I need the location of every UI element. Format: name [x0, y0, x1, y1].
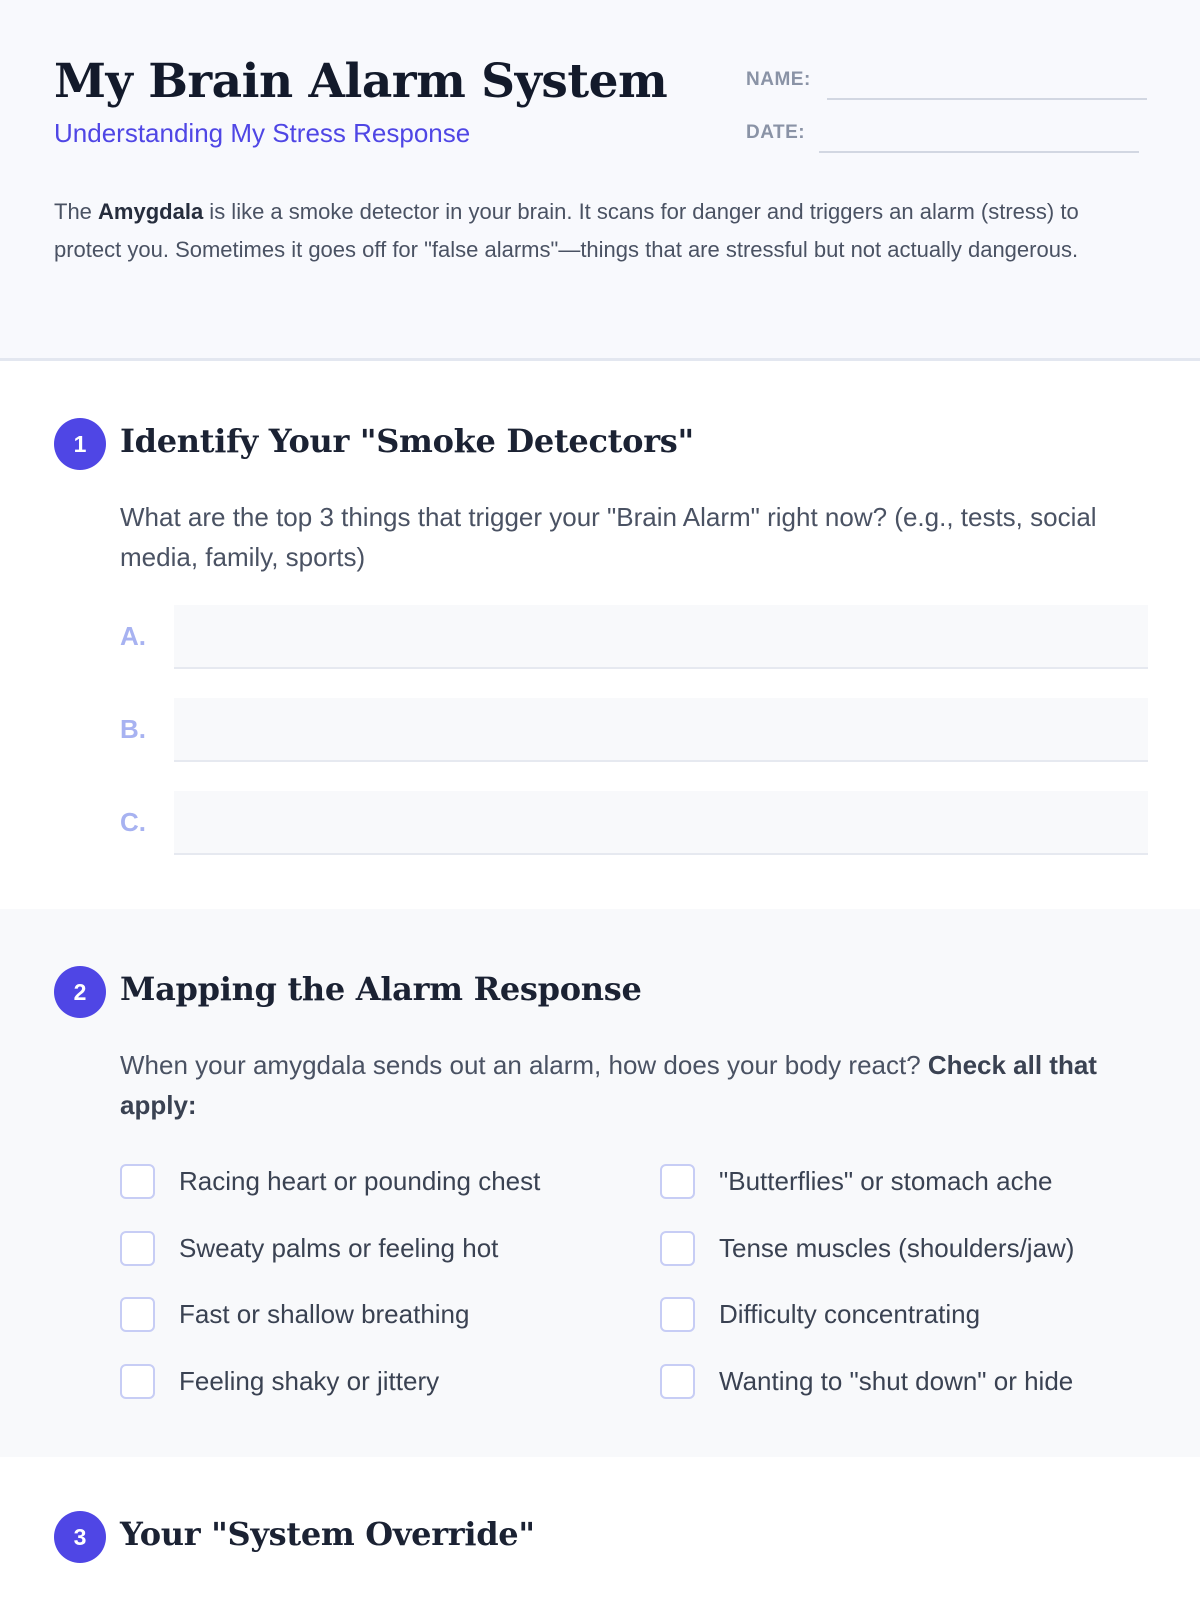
- checkbox-label: "Butterflies" or stomach ache: [719, 1166, 1053, 1196]
- section-title: Mapping the Alarm Response: [120, 970, 642, 1008]
- checkbox[interactable]: [120, 1297, 155, 1332]
- section-identify-triggers: [0, 361, 1200, 909]
- checkbox-label: Racing heart or pounding chest: [179, 1166, 541, 1196]
- checkbox[interactable]: [120, 1364, 155, 1399]
- symptom-option[interactable]: [660, 1364, 1073, 1399]
- checkbox-label: Difficulty concentrating: [719, 1299, 981, 1329]
- answer-field-a[interactable]: [174, 605, 1148, 669]
- checkbox[interactable]: [660, 1297, 695, 1332]
- intro-paragraph: The Amygdala is like a smoke detector in your brain. It scans for danger and triggers an alarm (stress) to protect you. Sometimes it goes off for "false alarms"—things that are stressful but not actually dangerous.: [54, 199, 1079, 262]
- checkbox[interactable]: [120, 1164, 155, 1199]
- checkbox[interactable]: [660, 1231, 695, 1266]
- section-title: Identify Your "Smoke Detectors": [120, 422, 694, 460]
- checkbox[interactable]: [660, 1364, 695, 1399]
- symptom-option[interactable]: [120, 1164, 540, 1199]
- symptom-option[interactable]: [120, 1231, 498, 1266]
- page-title: My Brain Alarm System: [54, 54, 668, 109]
- answer-letter-c: C.: [120, 807, 146, 837]
- symptom-option[interactable]: [660, 1231, 1074, 1266]
- page-subtitle: Understanding My Stress Response: [54, 118, 471, 148]
- answer-field-c[interactable]: [174, 791, 1148, 855]
- checkbox[interactable]: [120, 1231, 155, 1266]
- checkbox-label: Tense muscles (shoulders/jaw): [719, 1233, 1075, 1263]
- section-alarm-response: [0, 909, 1200, 1457]
- answer-letter-a: A.: [120, 621, 146, 651]
- checkbox-label: Sweaty palms or feeling hot: [179, 1233, 499, 1263]
- checkbox-label: Fast or shallow breathing: [179, 1299, 470, 1329]
- name-label: NAME:: [746, 69, 811, 90]
- section-prompt: What are the top 3 things that trigger your "Brain Alarm" right now? (e.g., tests, social media, family, sports): [120, 502, 1097, 572]
- symptom-option[interactable]: [120, 1364, 439, 1399]
- step-number-badge: 2: [54, 966, 106, 1018]
- name-field[interactable]: [827, 97, 1147, 100]
- date-label: DATE:: [746, 122, 806, 143]
- checkbox-label: Wanting to "shut down" or hide: [719, 1366, 1074, 1396]
- section-prompt: When your amygdala sends out an alarm, how does your body react? Check all that apply:: [120, 1050, 1097, 1120]
- section-system-override: [0, 1457, 1200, 1600]
- step-number-badge: 1: [54, 418, 106, 470]
- symptom-option[interactable]: [660, 1164, 1053, 1199]
- answer-field-b[interactable]: [174, 698, 1148, 762]
- symptom-option[interactable]: [660, 1297, 980, 1332]
- worksheet-header: [0, 0, 1200, 361]
- checkbox-label: Feeling shaky or jittery: [179, 1366, 440, 1396]
- step-number-badge: 3: [54, 1511, 106, 1563]
- section-title: Your "System Override": [120, 1515, 535, 1553]
- symptom-option[interactable]: [120, 1297, 469, 1332]
- checkbox[interactable]: [660, 1164, 695, 1199]
- date-field[interactable]: [819, 150, 1139, 153]
- prompt-emphasis: Check all that apply:: [120, 1050, 1097, 1120]
- amygdala-term: Amygdala: [98, 199, 204, 224]
- answer-letter-b: B.: [120, 714, 146, 744]
